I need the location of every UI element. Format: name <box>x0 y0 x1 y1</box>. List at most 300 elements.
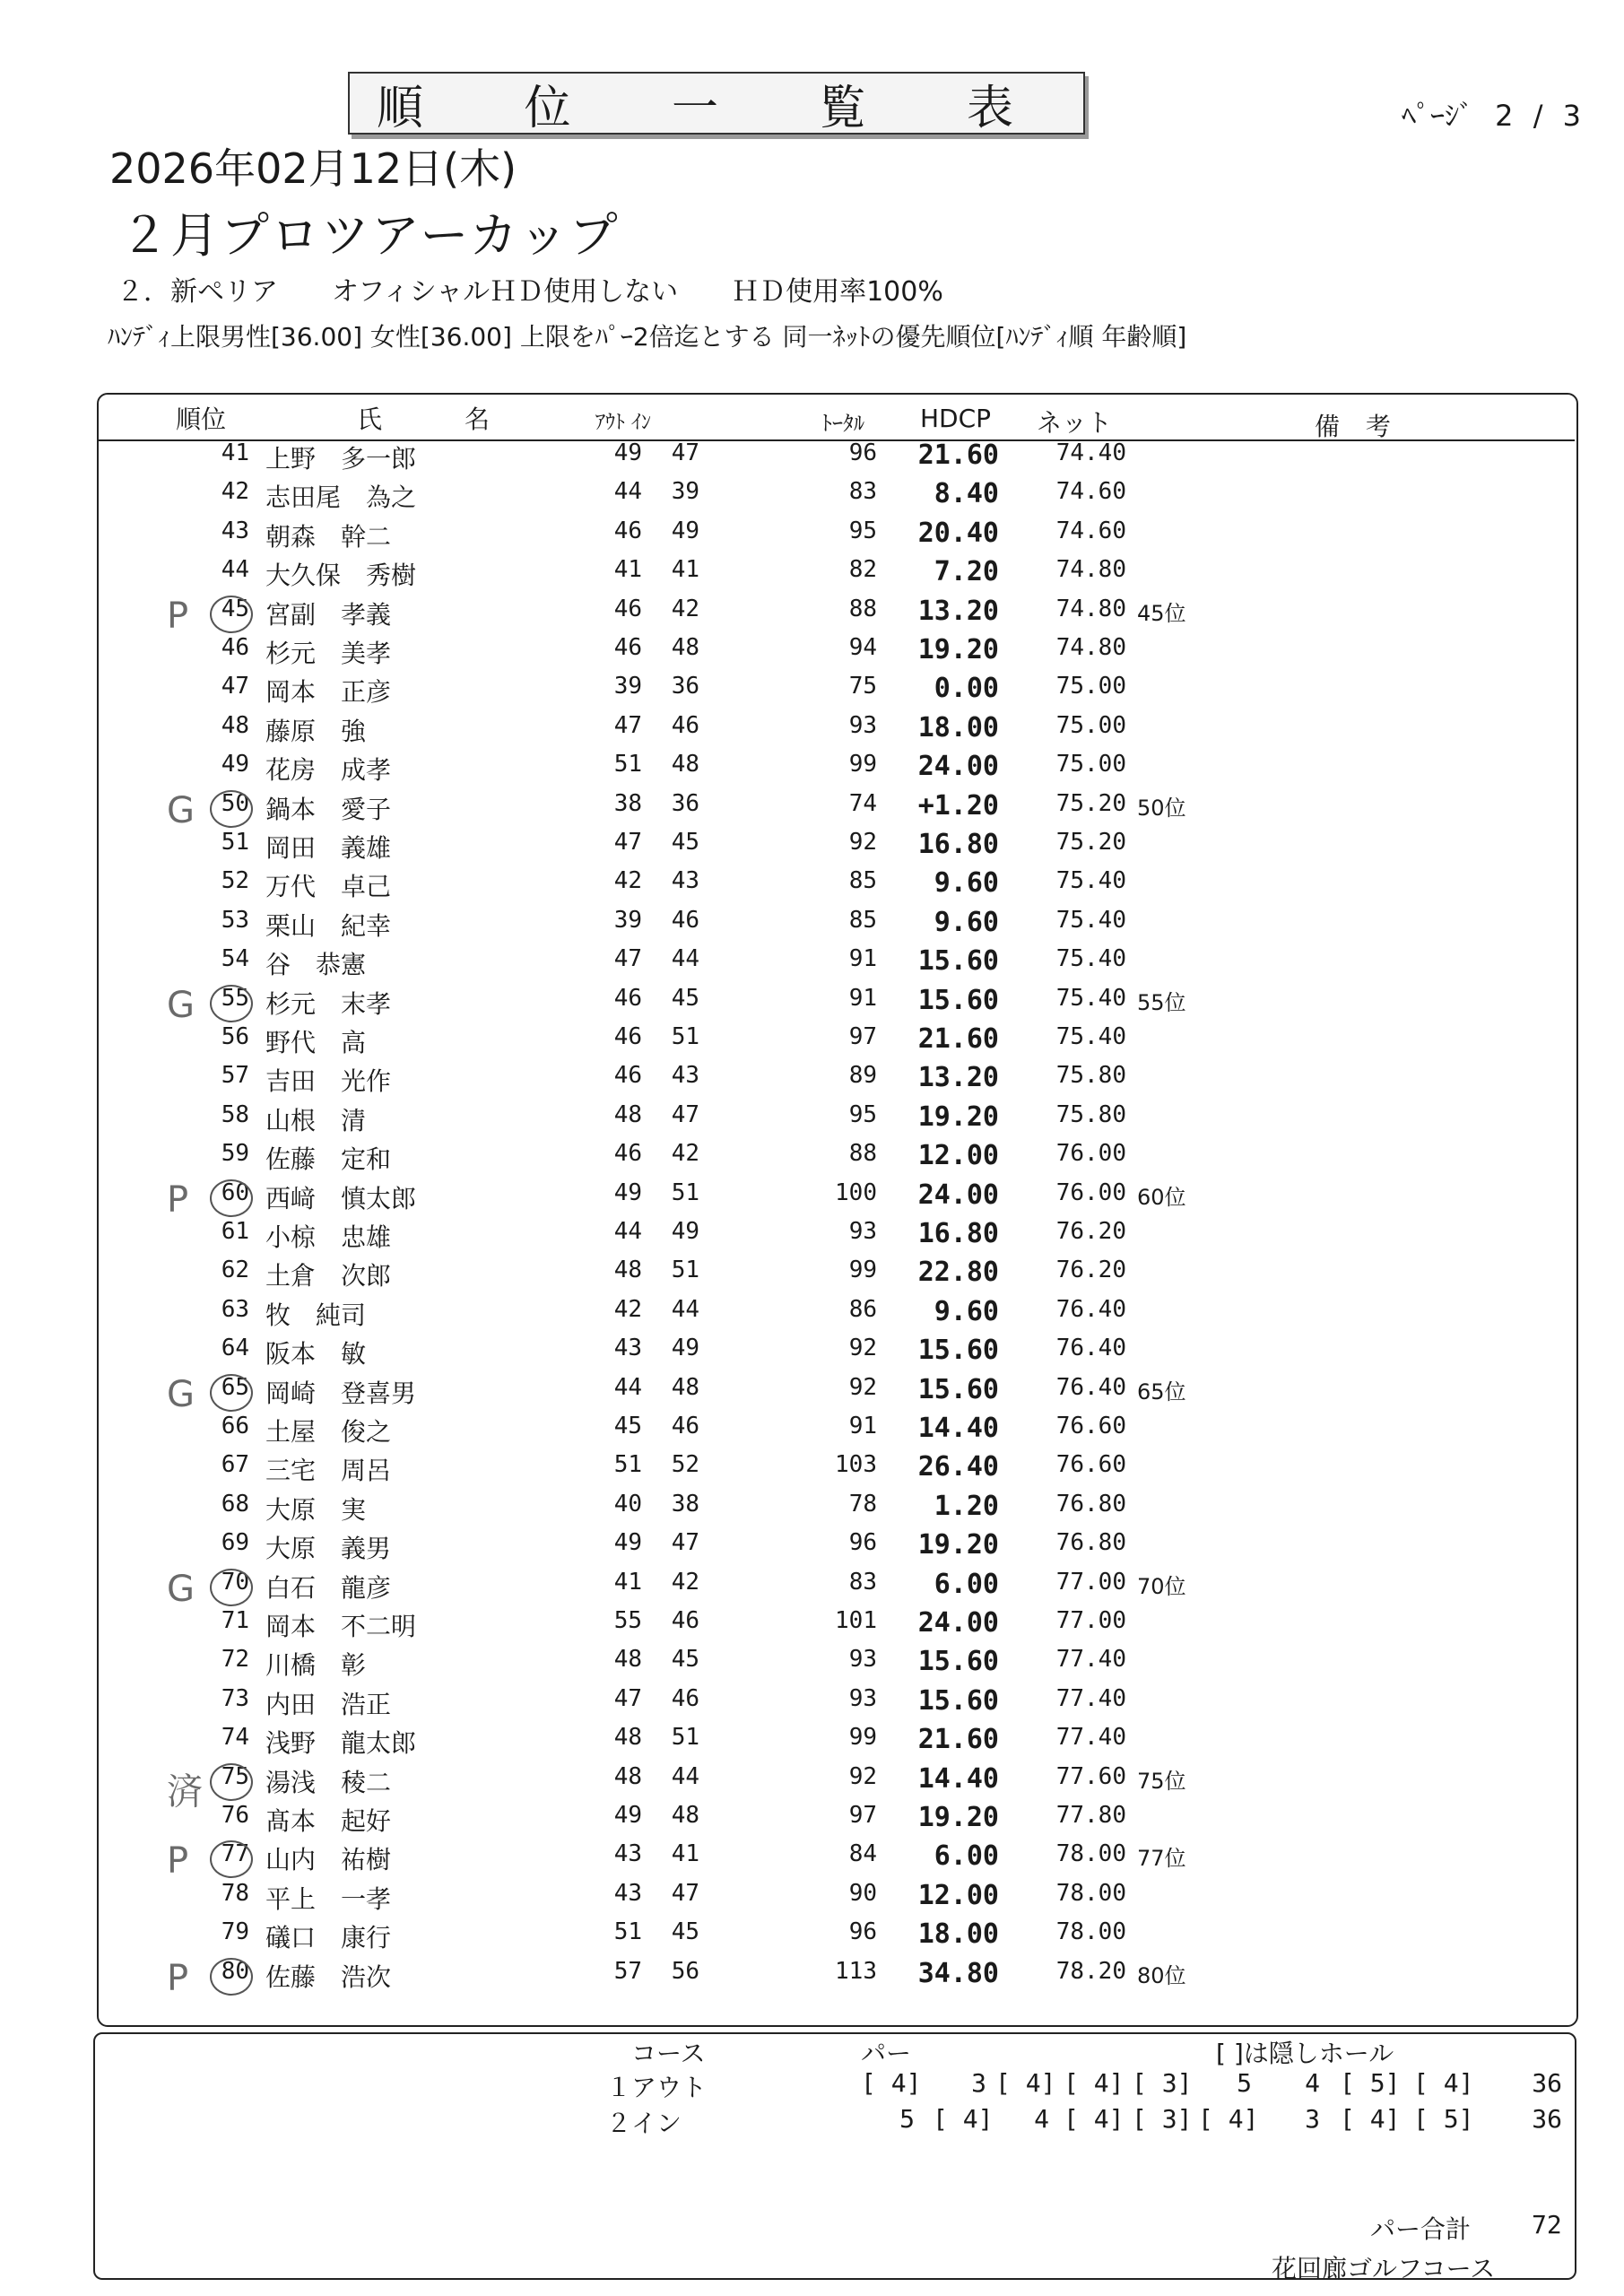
out-score: 47 <box>613 829 642 856</box>
net-score: 75.40 <box>1055 906 1126 934</box>
event-name: ２月プロツアーカップ <box>120 207 620 264</box>
net-score: 78.00 <box>1055 1840 1126 1868</box>
net-score: 75.00 <box>1055 673 1126 700</box>
hdcp-value: 19.20 <box>917 1529 999 1561</box>
hdcp-value: 15.60 <box>917 1684 999 1717</box>
in-score: 45 <box>671 1646 699 1674</box>
player-name: 岡田 義雄 <box>265 833 392 863</box>
hdcp-value: 12.00 <box>917 1140 999 1172</box>
hdcp-value: 21.60 <box>917 1724 999 1756</box>
total-score: 101 <box>835 1607 877 1634</box>
in-score: 46 <box>671 1684 699 1712</box>
in-score: 51 <box>671 1178 699 1206</box>
note-cell: 55位 <box>1137 989 1186 1015</box>
table-row <box>0 984 1624 1026</box>
total-score: 78 <box>848 1490 877 1518</box>
player-name: 花房 成孝 <box>265 755 392 786</box>
net-score: 74.60 <box>1055 517 1126 544</box>
out-score: 55 <box>613 1607 642 1634</box>
out-score: 41 <box>613 1568 642 1596</box>
total-score: 100 <box>835 1178 877 1206</box>
table-row <box>0 1607 1624 1646</box>
net-score: 78.00 <box>1055 1879 1126 1907</box>
net-score: 77.80 <box>1055 1802 1126 1829</box>
table-row <box>0 1335 1624 1373</box>
player-name: 平上 一孝 <box>265 1883 392 1914</box>
hole-par: [ 4] <box>1064 2068 1125 2098</box>
hdcp-value: 6.00 <box>934 1840 999 1873</box>
out-score: 46 <box>613 1062 642 1090</box>
in-score: 48 <box>671 634 699 661</box>
net-score: 76.60 <box>1055 1413 1126 1439</box>
out-score: 40 <box>613 1490 642 1518</box>
player-name: 土倉 次郎 <box>265 1261 392 1292</box>
hdcp-value: 24.00 <box>917 1607 999 1639</box>
in-score: 47 <box>671 1100 699 1128</box>
total-score: 92 <box>848 1335 877 1362</box>
total-score: 93 <box>848 1684 877 1712</box>
net-score: 76.40 <box>1055 1295 1126 1323</box>
prize-stamp: P <box>167 595 189 637</box>
out-score: 49 <box>613 1802 642 1829</box>
net-score: 75.80 <box>1055 1062 1126 1090</box>
rule-line-1: ２．新ペリア オフィシャルＨＤ使用しない ＨＤ使用率100% <box>117 276 943 308</box>
hole-par: [ 4] <box>1198 2104 1259 2134</box>
prize-stamp: G <box>167 789 195 831</box>
total-score: 83 <box>848 1568 877 1596</box>
in-score: 44 <box>671 1295 699 1323</box>
net-score: 76.60 <box>1055 1451 1126 1479</box>
in-score: 42 <box>671 1568 699 1596</box>
hole-par: 5 <box>899 2104 915 2134</box>
col-total-header: ﾄｰﾀﾙ <box>821 411 864 436</box>
out-score: 47 <box>613 945 642 973</box>
table-row <box>0 1140 1624 1178</box>
hole-par: [ 4] <box>933 2104 994 2134</box>
out-score: 39 <box>613 906 642 934</box>
rank-cell: 69 <box>221 1529 249 1557</box>
player-name: 杉元 美孝 <box>265 639 392 668</box>
total-score: 94 <box>848 634 877 661</box>
player-name: 山根 清 <box>265 1105 367 1135</box>
hdcp-value: 7.20 <box>934 556 999 588</box>
total-score: 96 <box>848 1529 877 1557</box>
total-score: 97 <box>848 1802 877 1829</box>
rank-circle-mark <box>210 1958 253 1996</box>
net-score: 76.40 <box>1055 1335 1126 1362</box>
out-score: 44 <box>613 478 642 506</box>
rank-cell: 45 <box>221 595 249 622</box>
player-name: 大久保 秀樹 <box>265 561 417 591</box>
net-score: 77.00 <box>1055 1607 1126 1634</box>
hdcp-value: 13.20 <box>917 595 999 627</box>
total-score: 75 <box>848 673 877 700</box>
in-score: 48 <box>671 1373 699 1401</box>
in-score: 43 <box>671 867 699 895</box>
total-score: 86 <box>848 1295 877 1323</box>
hdcp-value: 14.40 <box>917 1413 999 1444</box>
hdcp-value: 15.60 <box>917 984 999 1016</box>
total-score: 92 <box>848 1373 877 1401</box>
par-total-value: 72 <box>1532 2210 1562 2239</box>
total-score: 84 <box>848 1840 877 1868</box>
rank-cell: 73 <box>221 1684 249 1712</box>
prize-stamp: P <box>167 1178 189 1221</box>
course-name: １アウト <box>606 2073 708 2102</box>
out-score: 46 <box>613 517 642 544</box>
rank-cell: 71 <box>221 1607 249 1634</box>
table-row <box>0 1023 1624 1062</box>
rank-circle-mark <box>210 790 253 828</box>
table-row <box>0 1451 1624 1490</box>
table-row <box>0 1685 1624 1724</box>
out-score: 43 <box>613 1879 642 1907</box>
in-score: 49 <box>671 1218 699 1245</box>
rank-cell: 46 <box>221 634 249 661</box>
player-name: 吉田 光作 <box>265 1066 392 1097</box>
hdcp-value: 14.40 <box>917 1762 999 1795</box>
total-score: 93 <box>848 1646 877 1674</box>
page-value: 2 / 3 <box>1495 99 1586 133</box>
net-score: 78.00 <box>1055 1918 1126 1946</box>
prize-stamp: G <box>167 1568 195 1610</box>
total-score: 91 <box>848 1413 877 1439</box>
hole-par: [ 4] <box>1413 2068 1474 2098</box>
hidden-hole-note: [ ]は隠しホール <box>1216 2039 1394 2068</box>
table-row <box>0 1491 1624 1529</box>
rank-cell: 70 <box>221 1568 249 1596</box>
note-cell: 75位 <box>1137 1768 1186 1794</box>
table-row <box>0 1802 1624 1840</box>
table-row <box>0 1724 1624 1762</box>
hole-par: 4 <box>1305 2068 1320 2098</box>
player-name: 野代 高 <box>265 1028 367 1057</box>
table-row <box>0 1374 1624 1413</box>
hdcp-value: 9.60 <box>934 867 999 900</box>
player-name: 佐藤 浩次 <box>265 1961 392 1992</box>
rank-circle-mark <box>210 1763 253 1801</box>
prize-stamp: P <box>167 1840 189 1883</box>
out-score: 46 <box>613 1140 642 1168</box>
rank-cell: 67 <box>221 1451 249 1479</box>
rank-circle-mark <box>210 1569 253 1606</box>
in-score: 51 <box>671 1023 699 1050</box>
total-score: 91 <box>848 984 877 1012</box>
in-score: 48 <box>671 1802 699 1829</box>
net-score: 75.20 <box>1055 789 1126 817</box>
table-row <box>0 1257 1624 1295</box>
page-indicator <box>1402 93 1586 135</box>
net-score: 77.40 <box>1055 1724 1126 1752</box>
rank-cell: 65 <box>221 1373 249 1401</box>
total-score: 88 <box>848 595 877 622</box>
rank-cell: 47 <box>221 673 249 700</box>
table-row <box>0 1178 1624 1221</box>
out-score: 38 <box>613 789 642 817</box>
rank-cell: 49 <box>221 751 249 778</box>
rank-cell: 56 <box>221 1023 249 1050</box>
hdcp-value: 20.40 <box>917 517 999 549</box>
in-score: 49 <box>671 1335 699 1362</box>
course-par-total: 36 <box>1532 2104 1562 2134</box>
player-name: 谷 恭憲 <box>265 950 367 980</box>
player-name: 栗山 紀幸 <box>265 910 392 941</box>
in-score: 47 <box>671 1529 699 1557</box>
in-score: 42 <box>671 1140 699 1168</box>
out-score: 51 <box>613 1918 642 1946</box>
event-date: 2026年02月12日(木) <box>109 144 517 193</box>
hole-par: [ 4] <box>1340 2104 1401 2134</box>
total-score: 85 <box>848 867 877 895</box>
table-row <box>0 1413 1624 1451</box>
net-score: 76.20 <box>1055 1218 1126 1245</box>
out-score: 46 <box>613 1023 642 1050</box>
out-score: 47 <box>613 711 642 739</box>
in-score: 39 <box>671 478 699 506</box>
hdcp-value: 8.40 <box>934 478 999 510</box>
hdcp-value: 6.00 <box>934 1568 999 1600</box>
player-name: 大原 実 <box>265 1494 367 1525</box>
net-score: 75.40 <box>1055 984 1126 1012</box>
out-score: 46 <box>613 984 642 1012</box>
rank-circle-mark <box>210 985 253 1022</box>
net-score: 74.80 <box>1055 634 1126 661</box>
table-row <box>0 1568 1624 1610</box>
table-row <box>0 751 1624 789</box>
net-score: 75.40 <box>1055 867 1126 895</box>
in-score: 47 <box>671 439 699 466</box>
table-row <box>0 907 1624 945</box>
hole-par: 3 <box>1305 2104 1320 2134</box>
player-name: 西﨑 慎太郎 <box>265 1183 417 1213</box>
rank-cell: 55 <box>221 984 249 1012</box>
table-row <box>0 1762 1624 1813</box>
net-score: 74.40 <box>1055 439 1126 466</box>
rank-circle-mark <box>210 1840 253 1878</box>
table-row <box>0 595 1624 637</box>
in-score: 52 <box>671 1451 699 1479</box>
total-score: 92 <box>848 829 877 856</box>
hdcp-value: 9.60 <box>934 1295 999 1327</box>
table-row <box>0 945 1624 984</box>
prize-stamp: G <box>167 984 195 1026</box>
player-name: 牧 純司 <box>265 1300 367 1330</box>
net-score: 76.80 <box>1055 1529 1126 1557</box>
net-score: 76.20 <box>1055 1257 1126 1284</box>
rank-cell: 72 <box>221 1646 249 1674</box>
player-name: 川橋 彰 <box>265 1650 367 1681</box>
hdcp-value: 34.80 <box>917 1957 999 1989</box>
rank-cell: 50 <box>221 789 249 817</box>
prize-stamp: G <box>167 1373 195 1415</box>
course-label: コース <box>631 2039 706 2068</box>
out-score: 49 <box>613 1178 642 1206</box>
note-cell: 45位 <box>1137 600 1186 626</box>
hole-par: [ 3] <box>1132 2068 1193 2098</box>
rank-cell: 64 <box>221 1335 249 1362</box>
in-score: 43 <box>671 1062 699 1090</box>
rank-cell: 54 <box>221 945 249 973</box>
out-score: 48 <box>613 1257 642 1284</box>
total-score: 96 <box>848 439 877 466</box>
out-score: 39 <box>613 673 642 700</box>
hdcp-value: 24.00 <box>917 1178 999 1211</box>
title-box <box>348 72 1085 135</box>
player-name: 大原 義男 <box>265 1534 392 1564</box>
club-name: 花回廊ゴルフコース <box>1272 2254 1496 2283</box>
in-score: 38 <box>671 1490 699 1518</box>
note-cell: 60位 <box>1137 1184 1186 1210</box>
table-row <box>0 1101 1624 1140</box>
hdcp-value: 19.20 <box>917 1100 999 1133</box>
rank-cell: 60 <box>221 1178 249 1206</box>
table-row <box>0 673 1624 711</box>
hdcp-value: 9.60 <box>934 906 999 938</box>
hdcp-value: 18.00 <box>917 711 999 744</box>
total-score: 103 <box>835 1451 877 1479</box>
out-score: 48 <box>613 1646 642 1674</box>
table-row <box>0 478 1624 517</box>
out-score: 43 <box>613 1840 642 1868</box>
total-score: 90 <box>848 1879 877 1907</box>
rank-cell: 43 <box>221 517 249 544</box>
hole-par: [ 4] <box>995 2068 1056 2098</box>
hdcp-value: 12.00 <box>917 1879 999 1911</box>
player-name: 阪本 敏 <box>265 1339 367 1370</box>
hdcp-value: 18.00 <box>917 1918 999 1951</box>
in-score: 41 <box>671 556 699 584</box>
total-score: 92 <box>848 1762 877 1790</box>
total-score: 88 <box>848 1140 877 1168</box>
in-score: 45 <box>671 984 699 1012</box>
table-row <box>0 439 1624 478</box>
net-score: 76.00 <box>1055 1178 1126 1206</box>
in-score: 51 <box>671 1724 699 1752</box>
player-name: 礒口 康行 <box>265 1923 392 1953</box>
rank-cell: 41 <box>221 439 249 466</box>
total-score: 83 <box>848 478 877 506</box>
out-score: 41 <box>613 556 642 584</box>
hole-par: 3 <box>971 2068 986 2098</box>
rank-cell: 48 <box>221 711 249 739</box>
out-score: 49 <box>613 1529 642 1557</box>
table-row <box>0 712 1624 751</box>
in-score: 48 <box>671 751 699 778</box>
rank-cell: 42 <box>221 478 249 506</box>
hole-par: 4 <box>1034 2104 1049 2134</box>
hdcp-value: 0.00 <box>934 673 999 705</box>
net-score: 75.40 <box>1055 945 1126 973</box>
net-score: 75.20 <box>1055 829 1126 856</box>
in-score: 56 <box>671 1957 699 1985</box>
note-cell: 50位 <box>1137 795 1186 821</box>
in-score: 42 <box>671 595 699 622</box>
hdcp-value: 21.60 <box>917 1023 999 1055</box>
rank-cell: 68 <box>221 1490 249 1518</box>
in-score: 46 <box>671 1413 699 1439</box>
net-score: 75.00 <box>1055 711 1126 739</box>
hdcp-value: 16.80 <box>917 829 999 860</box>
player-name: 岡本 不二明 <box>265 1612 417 1641</box>
page-title: 順 位 一 覧 表 <box>376 81 1057 135</box>
player-name: 佐藤 定和 <box>265 1144 392 1175</box>
player-name: 岡本 正彦 <box>265 677 392 708</box>
net-score: 75.40 <box>1055 1023 1126 1050</box>
net-score: 77.00 <box>1055 1568 1126 1596</box>
col-out-in-header: ｱｳﾄ ｲﾝ <box>595 412 651 434</box>
out-score: 44 <box>613 1218 642 1245</box>
net-score: 76.40 <box>1055 1373 1126 1401</box>
net-score: 76.80 <box>1055 1490 1126 1518</box>
hdcp-value: 24.00 <box>917 751 999 783</box>
table-row <box>0 556 1624 595</box>
player-name: 朝森 幹二 <box>265 521 392 552</box>
rank-cell: 52 <box>221 867 249 895</box>
col-note-header: 備 考 <box>1315 412 1400 441</box>
in-score: 41 <box>671 1840 699 1868</box>
hdcp-value: 13.20 <box>917 1062 999 1094</box>
total-score: 113 <box>835 1957 877 1985</box>
table-row <box>0 517 1624 556</box>
player-name: 湯浅 稜二 <box>265 1767 392 1797</box>
net-score: 75.00 <box>1055 751 1126 778</box>
hdcp-value: 15.60 <box>917 1373 999 1405</box>
rank-cell: 61 <box>221 1218 249 1245</box>
in-score: 36 <box>671 673 699 700</box>
rank-cell: 78 <box>221 1879 249 1907</box>
rank-cell: 44 <box>221 556 249 584</box>
net-score: 74.80 <box>1055 556 1126 584</box>
hole-par: [ 5] <box>1413 2104 1474 2134</box>
total-score: 95 <box>848 517 877 544</box>
player-name: 三宅 周呂 <box>265 1456 392 1486</box>
in-score: 49 <box>671 517 699 544</box>
net-score: 74.60 <box>1055 478 1126 506</box>
total-score: 99 <box>848 1257 877 1284</box>
out-score: 57 <box>613 1957 642 1985</box>
out-score: 48 <box>613 1762 642 1790</box>
player-name: 万代 卓己 <box>265 872 392 902</box>
player-name: 小椋 忠雄 <box>265 1222 392 1252</box>
table-row <box>0 1840 1624 1883</box>
player-name: 上野 多一郎 <box>265 444 417 474</box>
net-score: 74.80 <box>1055 595 1126 622</box>
table-row <box>0 634 1624 673</box>
hdcp-value: 1.20 <box>934 1490 999 1522</box>
rank-cell: 51 <box>221 829 249 856</box>
total-score: 85 <box>848 906 877 934</box>
hdcp-value: 19.20 <box>917 1802 999 1833</box>
total-score: 82 <box>848 556 877 584</box>
in-score: 44 <box>671 945 699 973</box>
rank-circle-mark <box>210 1179 253 1217</box>
out-score: 44 <box>613 1373 642 1401</box>
hole-par: 5 <box>1237 2068 1252 2098</box>
in-score: 51 <box>671 1257 699 1284</box>
hole-par: [ 5] <box>1340 2068 1401 2098</box>
rank-cell: 76 <box>221 1802 249 1829</box>
table-row <box>0 1062 1624 1100</box>
out-score: 43 <box>613 1335 642 1362</box>
net-score: 78.20 <box>1055 1957 1126 1985</box>
page-label: ﾍﾟｰｼﾞ <box>1401 99 1473 133</box>
par-total-label: パー合計 <box>1370 2214 1472 2244</box>
in-score: 46 <box>671 711 699 739</box>
rank-cell: 79 <box>221 1918 249 1946</box>
hdcp-value: 22.80 <box>917 1257 999 1289</box>
note-cell: 65位 <box>1137 1378 1186 1405</box>
note-cell: 70位 <box>1137 1573 1186 1599</box>
